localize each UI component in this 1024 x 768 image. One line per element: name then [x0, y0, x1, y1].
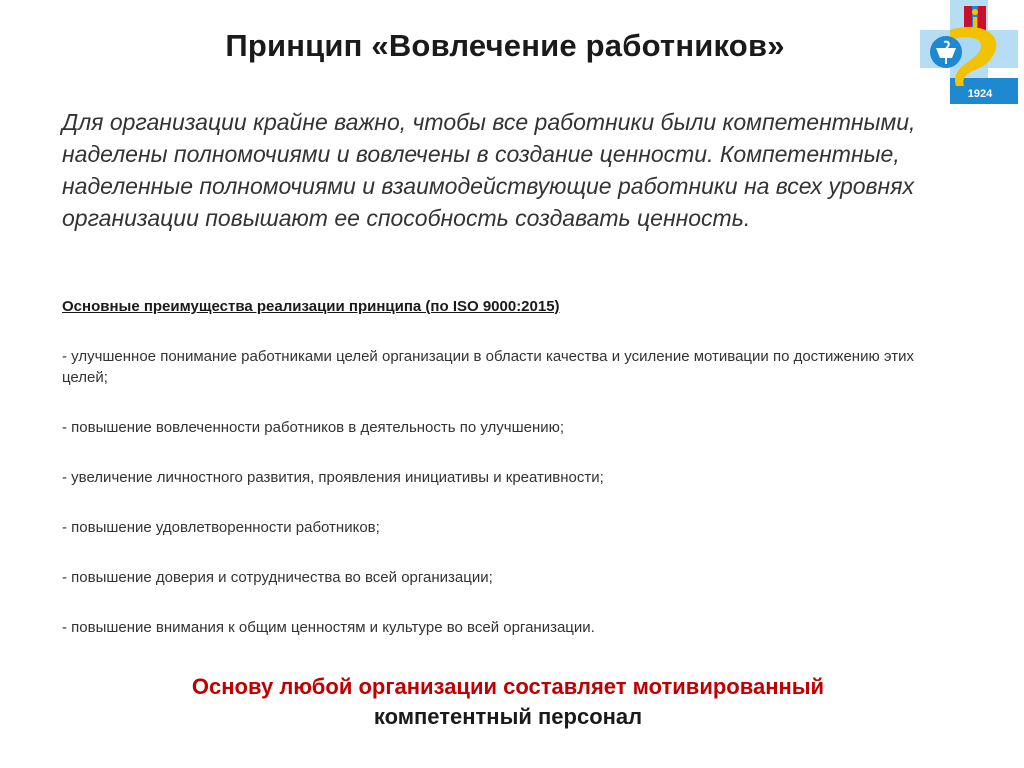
logo-year: 1924	[967, 88, 993, 100]
university-emblem-icon	[920, 0, 1018, 104]
benefits-list	[62, 346, 962, 667]
list-item: - повышение удовлетворенности работников;	[62, 519, 380, 536]
list-item: - улучшенное понимание работниками целей организации в области качества и усиление мотивации по достижению этих целей;	[62, 348, 914, 386]
university-logo	[920, 0, 1018, 104]
closing-statement	[0, 672, 1016, 732]
closing-line-2: компетентный персонал	[373, 704, 643, 729]
list-item: - повышение внимания к общим ценностям и культуре во всей организации.	[62, 619, 595, 636]
list-item: - увеличение личностного развития, проявления инициативы и креативности;	[62, 469, 604, 486]
list-item: - повышение доверия и сотрудничества во всей организации;	[62, 569, 493, 586]
benefits-heading: Основные преимущества реализации принципа (по ISO 9000:2015)	[62, 298, 560, 315]
slide-title: Принцип «Вовлечение работников»	[225, 28, 785, 63]
intro-paragraph: Для организации крайне важно, чтобы все работники были компетентными, наделены полномочиями и вовлечены в создание ценности. Компетентные, наделенные полномочиями и взаимодействующие работники на всех уровнях организации повышают ее способность создавать ценность.	[62, 109, 916, 231]
list-item: - повышение вовлеченности работников в деятельность по улучшению;	[62, 419, 565, 436]
closing-line-1: Основу любой организации составляет мотивированный	[191, 674, 825, 699]
